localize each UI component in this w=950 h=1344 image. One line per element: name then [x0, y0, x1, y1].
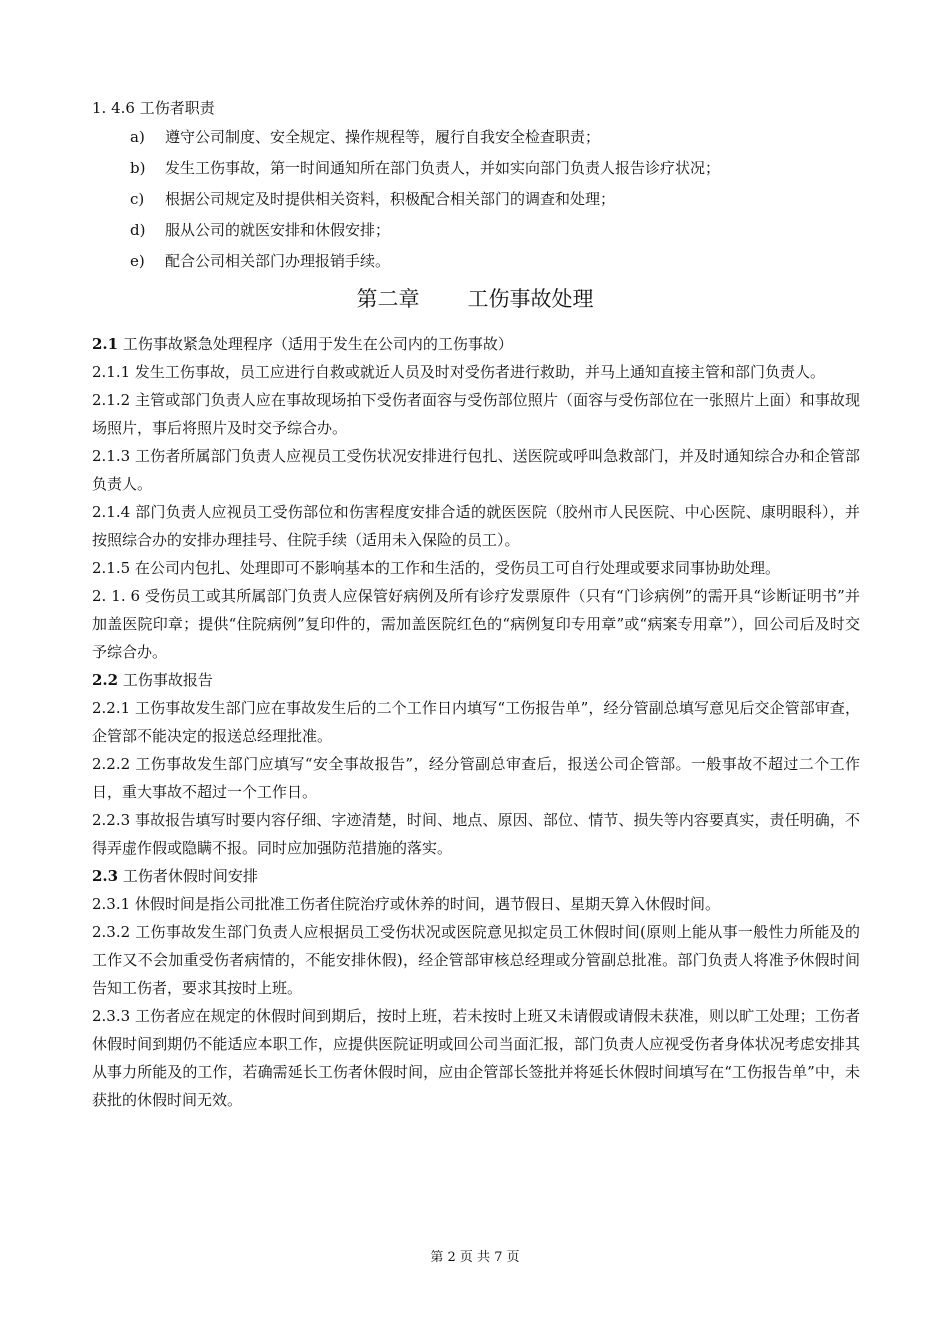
paragraph: 2.3.3 工伤者应在规定的休假时间到期后，按时上班，若未按时上班又未请假或请假未获准，则以旷工处理；工伤者休假时间到期仍不能适应本职工作，应提供医院证明或回公司当面汇报，部门负责人应视受伤者身体状况考虑安排其从事力所能及的工作，若确需延长工伤者休假时间，应由企管部长签批并将延长休假时间填写在“工伤报告单”中，未获批的休假时间无效。: [92, 1007, 860, 1109]
list-marker: b): [130, 159, 146, 177]
list-item: [130, 125, 720, 156]
paragraph: 2.1.3 工伤者所属部门负责人应视员工受伤状况安排进行包扎、送医院或呼叫急救部门，并及时通知综合办和企管部负责人。: [92, 447, 860, 493]
chapter-number: 第二章: [356, 287, 420, 311]
list-marker: e): [130, 252, 145, 270]
subsection-heading: [92, 666, 860, 694]
list-marker: c): [130, 190, 145, 208]
paragraph: 2.1.2 主管或部门负责人应在事故现场拍下受伤者面容与受伤部位照片（面容与受伤部位在一张照片上面）和事故现场照片，事后将照片及时交予综合办。: [92, 391, 860, 437]
subsection-number: 2.1: [92, 335, 119, 353]
chapter-name: 工伤事故处理: [467, 287, 594, 311]
paragraph: 2.2.2 工伤事故发生部门应填写“安全事故报告”，经分管副总审查后，报送公司企管部。一般事故不超过二个工作日，重大事故不超过一个工作日。: [92, 755, 860, 801]
subsection-title: 工伤者休假时间安排: [122, 867, 258, 885]
list-text: 配合公司相关部门办理报销手续。: [165, 252, 391, 270]
list-text: 根据公司规定及时提供相关资料，积极配合相关部门的调查和处理；: [165, 190, 616, 208]
list-item: [130, 187, 720, 218]
chapter-title: [0, 283, 950, 315]
paragraph: 2. 1. 6 受伤员工或其所属部门负责人应保管好病例及所有诊疗发票原件（只有“门诊病例”的需开具“诊断证明书”并加盖医院印章；提供“住院病例”复印件的，需加盖医院红色的“病例复印专用章”或“病案专用章”），回公司后及时交予综合办。: [92, 587, 860, 661]
list-text: 遵守公司制度、安全规定、操作规程等，履行自我安全检查职责；: [165, 128, 601, 146]
list-item: [130, 156, 720, 187]
subsection-title: 工伤事故报告: [122, 671, 213, 689]
page-footer: 第 2 页 共 7 页: [430, 1250, 520, 1265]
paragraph: 2.1.1 发生工伤事故，员工应进行自救或就近人员及时对受伤者进行救助，并马上通知直接主管和部门负责人。: [92, 363, 825, 381]
paragraph: 2.1.4 部门负责人应视员工受伤部位和伤害程度安排合适的就医医院（胶州市人民医院、中心医院、康明眼科），并按照综合办的安排办理挂号、住院手续（适用未入保险的员工）。: [92, 503, 860, 549]
list-text: 服从公司的就医安排和休假安排；: [165, 221, 391, 239]
list-item: [130, 218, 720, 249]
paragraph: 2.2.1 工伤事故发生部门应在事故发生后的二个工作日内填写“工伤报告单”，经分管副总填写意见后交企管部审查，企管部不能决定的报送总经理批准。: [92, 699, 860, 745]
subsection-heading: [92, 862, 860, 890]
paragraph: 2.2.3 事故报告填写时要内容仔细、字迹清楚，时间、地点、原因、部位、情节、损失等内容要真实，责任明确，不得弄虚作假或隐瞒不报。同时应加强防范措施的落实。: [92, 811, 860, 857]
subsection-number: 2.2: [92, 671, 119, 689]
paragraph: 2.3.2 工伤事故发生部门负责人应根据员工受伤状况或医院意见拟定员工休假时间(原则上能从事一般性力所能及的工作又不会加重受伤者病情的，不能安排休假)，经企管部审核总经理或分管副总批准。部门负责人将准予休假时间告知工伤者，要求其按时上班。: [92, 923, 860, 997]
subsection-title: 工伤事故紧急处理程序（适用于发生在公司内的工伤事故）: [122, 335, 513, 353]
paragraph: 2.3.1 休假时间是指公司批准工伤者住院治疗或休养的时间，遇节假日、星期天算入休假时间。: [92, 895, 720, 913]
list-text: 发生工伤事故，第一时间通知所在部门负责人，并如实向部门负责人报告诊疗状况；: [165, 159, 721, 177]
subsection-heading: [92, 330, 860, 358]
list-item: [130, 249, 720, 280]
paragraph: 2.1.5 在公司内包扎、处理即可不影响基本的工作和生活的，受伤员工可自行处理或要求同事协助处理。: [92, 559, 780, 577]
duties-list: [130, 125, 720, 280]
list-marker: a): [130, 128, 145, 146]
subsection-number: 2.3: [92, 867, 119, 885]
list-marker: d): [130, 221, 146, 239]
section-heading: 1. 4.6 工伤者职责: [92, 99, 215, 117]
chapter-body: [92, 330, 860, 1114]
